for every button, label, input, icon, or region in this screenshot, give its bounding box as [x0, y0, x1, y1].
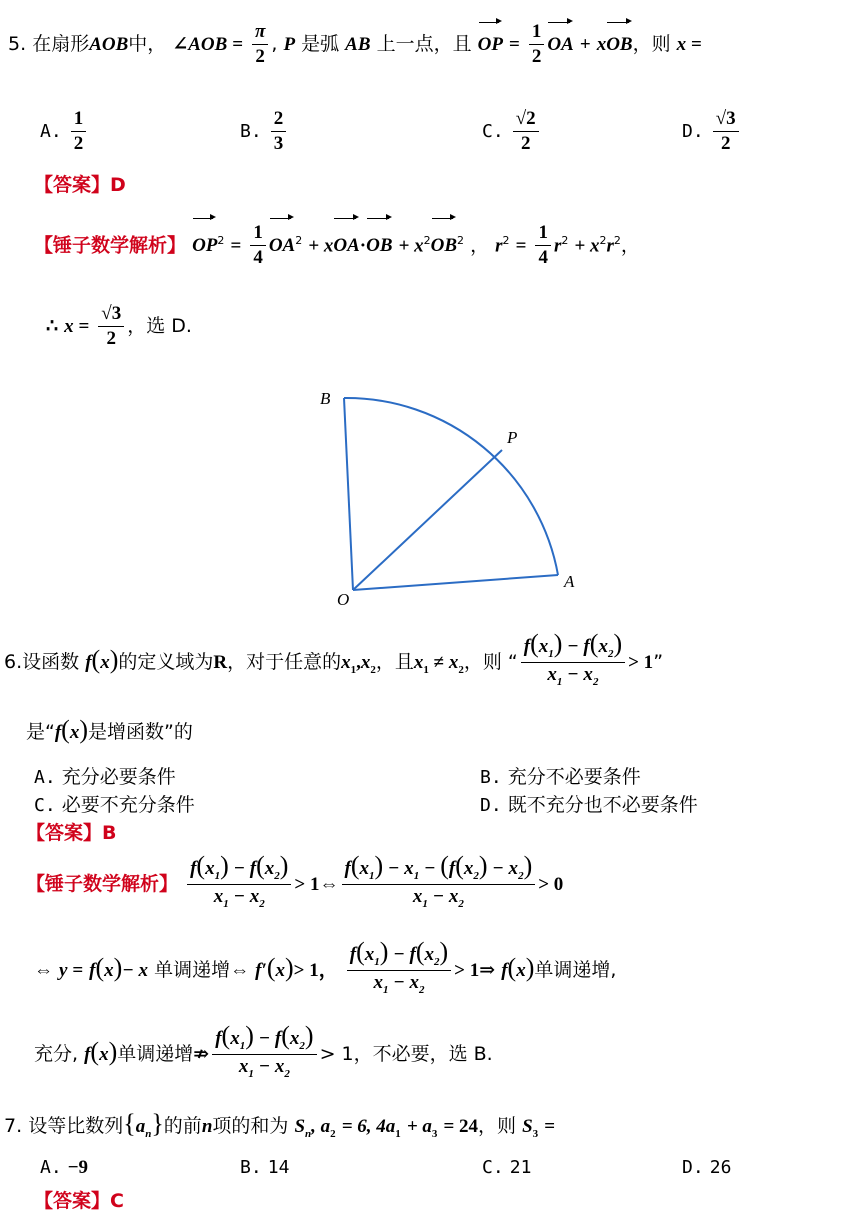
plus-x: + x: [308, 235, 334, 257]
frac-num: 1: [250, 223, 266, 246]
q6-analysis-line2: [34, 936, 617, 1001]
sq: 2: [613, 234, 621, 247]
option-text: 充分必要条件: [61, 766, 176, 788]
q7-stem: [4, 1108, 555, 1152]
q5-pi-over-2: [252, 22, 268, 67]
sq: 2: [423, 234, 431, 247]
sub: 1: [350, 663, 357, 676]
option-frac: [71, 109, 87, 154]
r: r: [553, 235, 562, 257]
q7-number: 7.: [4, 1115, 23, 1137]
paren: ): [79, 715, 89, 744]
q7-text: 项的和为: [212, 1115, 289, 1137]
eq: =: [544, 1116, 556, 1137]
option-text: 充分不必要条件: [507, 766, 641, 788]
sq: 2: [457, 234, 465, 247]
option-frac: [513, 109, 539, 154]
neq: ≠: [428, 652, 449, 673]
diff-quotient: [347, 936, 451, 997]
analysis-label: 【锤子数学解析】: [34, 234, 187, 257]
option-text: 14: [267, 1157, 290, 1178]
frac-num: √2: [513, 109, 539, 132]
option-frac: [713, 109, 739, 154]
a: a: [135, 1116, 146, 1137]
q6-option-d[interactable]: [480, 790, 698, 817]
real-set: R: [213, 652, 228, 673]
q7-text: ，则: [478, 1115, 517, 1137]
paren: (: [91, 645, 101, 674]
segment-oa: [353, 575, 558, 590]
x-eq: x =: [64, 316, 90, 337]
q7-answer: 【答案】C: [34, 1190, 124, 1212]
q5-ab: AB: [345, 33, 371, 55]
f: f: [85, 652, 92, 673]
analysis-label: 【锤子数学解析】: [26, 873, 179, 895]
q6-analysis-line3: [34, 1020, 493, 1085]
frac-den: $x_1 - x_2$: [238, 1056, 290, 1080]
diff-quotient: [187, 850, 291, 911]
x: x: [341, 652, 351, 673]
q5-text: ，则: [632, 32, 671, 55]
vector-oa: OA: [269, 221, 295, 271]
q6-stem: [4, 628, 664, 698]
q5-angle: ∠AOB =: [172, 33, 243, 55]
option-label: D.: [682, 1157, 704, 1178]
q7-text: 的前: [163, 1115, 202, 1137]
eq: =: [515, 235, 527, 257]
sqrt3-over-2: [98, 304, 124, 349]
mono-text: 单调递增,: [534, 959, 617, 981]
frac-den: 2: [106, 328, 116, 349]
q5-option-b[interactable]: [240, 106, 289, 157]
x: x: [360, 652, 371, 673]
frac-num: $f(x_1) - f(x_2)$: [187, 859, 291, 885]
label-o: O: [337, 590, 350, 609]
q5-text: 是弧: [301, 32, 340, 55]
q6-text: 是增函数”的: [88, 721, 193, 743]
option-text: 21: [509, 1157, 532, 1178]
y-eq: y =: [59, 960, 84, 981]
frac-num: √3: [713, 109, 739, 132]
cond: + a: [406, 1116, 432, 1137]
sector-diagram: [300, 380, 600, 610]
r: r: [606, 235, 614, 257]
gt1: > 1: [294, 874, 320, 895]
sq: 2: [217, 234, 225, 247]
q5-option-a[interactable]: [40, 106, 89, 157]
dot: ·: [359, 235, 367, 257]
sq: 2: [502, 234, 510, 247]
paren: (: [95, 953, 105, 982]
frac-den: $x_1 - x_2$: [373, 972, 425, 996]
q5-eq: =: [509, 33, 520, 55]
sub: 3: [431, 1127, 438, 1140]
brace: {: [123, 1109, 136, 1138]
option-label: D.: [682, 121, 704, 142]
quote: ”: [653, 651, 664, 673]
sub: 2: [370, 663, 376, 676]
frac-num: $f(x_1) - f(x_2)$: [212, 1029, 316, 1055]
frac-den: $x_1 - x_2$: [213, 886, 265, 910]
x: x: [69, 722, 80, 743]
option-text: −9: [67, 1157, 89, 1178]
a: , a: [311, 1116, 331, 1137]
q6-text: 是“: [26, 721, 55, 743]
paren: ): [525, 953, 535, 982]
f: f: [501, 960, 508, 981]
quarter: [250, 223, 266, 268]
sub-n: n: [145, 1127, 152, 1140]
q5-text: 在扇形: [32, 32, 90, 55]
n: n: [201, 1116, 213, 1137]
x: x: [413, 652, 424, 673]
sub: 1: [395, 1127, 401, 1140]
q6-option-c[interactable]: [34, 790, 195, 817]
q7-option-c[interactable]: [482, 1156, 531, 1178]
segment-op: [353, 450, 502, 590]
frac-den: 2: [520, 133, 531, 154]
option-label: C.: [482, 121, 504, 142]
sub: 2: [458, 663, 464, 676]
q5-option-d[interactable]: [682, 106, 742, 157]
f-prime: f′: [255, 960, 267, 981]
f: f: [54, 722, 62, 743]
mono-text: 单调递增: [154, 959, 231, 981]
option-label: B.: [480, 767, 502, 788]
vector-oa: OA: [333, 221, 359, 271]
q7-text: 设等比数列: [28, 1115, 124, 1137]
option-text: 26: [709, 1157, 732, 1178]
frac-num: $f(x_1) - f(x_2)$: [347, 945, 451, 971]
q6-text: ，对于任意的: [227, 651, 342, 673]
comma: ，: [620, 234, 640, 257]
frac-den: $x_1 - x_2$: [412, 886, 464, 910]
q5-aob: AOB: [89, 33, 129, 55]
q5-stem: [8, 22, 702, 67]
implies: ⇒: [479, 960, 496, 981]
paren: (: [61, 715, 70, 744]
x: x: [516, 960, 526, 981]
q6-analysis-line1: [26, 850, 564, 913]
option-label: A.: [40, 121, 62, 142]
comma: ,: [356, 652, 361, 673]
paren: ): [108, 1037, 118, 1066]
plus-x: + x: [574, 235, 600, 257]
label-b: B: [320, 389, 331, 408]
option-text: 必要不充分条件: [61, 794, 195, 816]
gt1: > 1: [628, 652, 654, 673]
option-label: A.: [40, 1157, 62, 1178]
label-p: P: [507, 428, 518, 447]
option-label: D.: [480, 795, 502, 816]
x: x: [100, 652, 110, 673]
f: f: [89, 960, 96, 981]
arc-ab: [344, 398, 558, 575]
paren: (: [90, 1037, 100, 1066]
q7-option-d[interactable]: [682, 1156, 731, 1178]
frac-num: 1: [535, 223, 551, 246]
diff-quotient: [521, 628, 625, 689]
q6-stem-line2: [26, 712, 193, 753]
q5-analysis: [34, 216, 640, 271]
option-label: A.: [34, 767, 56, 788]
frac-den: 4: [538, 247, 548, 269]
q7-option-b[interactable]: [240, 1156, 289, 1178]
sub-n: n: [305, 1127, 312, 1140]
option-label: C.: [482, 1157, 504, 1178]
x: x: [104, 960, 114, 981]
therefore: ∴: [46, 316, 59, 337]
not-implies: ⇏: [193, 1044, 210, 1065]
q5-answer: 【答案】D: [34, 174, 126, 196]
q6-answer: 【答案】B: [26, 822, 117, 844]
cond: = 6, 4a: [341, 1116, 396, 1137]
frac-den: 2: [531, 45, 542, 67]
sub: 2: [330, 1127, 336, 1140]
q5-plus: +: [579, 33, 591, 55]
vector-ob: OB: [431, 221, 457, 271]
suff-text: 充分,: [34, 1043, 79, 1065]
option-label: B.: [240, 121, 262, 142]
x: x: [275, 960, 285, 981]
q6-text: 的定义域为: [118, 651, 214, 673]
gt0: > 0: [538, 874, 564, 895]
mono-text: 单调递增: [117, 1043, 194, 1065]
diff-quotient: [212, 1020, 316, 1081]
sub: 1: [423, 663, 429, 676]
paren: ): [109, 645, 119, 674]
x: x: [448, 652, 459, 673]
comma: ，: [470, 234, 490, 257]
q7-option-a[interactable]: [40, 1156, 88, 1179]
q6-number: 6.: [4, 651, 23, 673]
paren: ): [285, 953, 294, 982]
r: r: [495, 235, 503, 257]
frac-num: 1: [529, 22, 545, 45]
frac-den: 2: [73, 133, 84, 154]
frac-num: $f(x_1) - x_1 - (f(x_2) - x_2)$: [342, 859, 536, 885]
sub: 3: [532, 1127, 539, 1140]
brace: }: [151, 1109, 164, 1138]
x: x: [99, 1044, 109, 1065]
cond: = 24: [443, 1116, 479, 1137]
conclusion-text: ，选 D.: [127, 315, 192, 337]
iff: ⇔: [319, 874, 339, 895]
q5-option-c[interactable]: [482, 106, 542, 157]
q5-xeq: x =: [676, 33, 702, 55]
frac-den: 2: [720, 133, 731, 154]
q6-text: ，且: [375, 651, 414, 673]
q6-text: 设函数: [22, 651, 80, 673]
iff: ⇔: [34, 960, 53, 981]
sq: 2: [561, 234, 569, 247]
q5-text: 中，: [128, 32, 167, 55]
vector-ob: OB: [606, 25, 632, 65]
frac-den: 4: [253, 247, 263, 269]
sq: 2: [295, 234, 303, 247]
frac-num: 1: [71, 109, 87, 132]
paren: (: [266, 953, 276, 982]
frac-den: $x_1 - x_2$: [547, 664, 599, 688]
label-a: A: [564, 572, 575, 591]
segment-ob: [344, 398, 353, 590]
frac-den: 3: [273, 133, 284, 154]
conclusion-text: > 1，不必要，选 B.: [319, 1043, 493, 1065]
q6-option-b[interactable]: [480, 762, 641, 789]
q5-p: P: [283, 33, 296, 55]
q5-x: x: [596, 33, 607, 55]
q5-half: [529, 22, 545, 67]
vector-op: OP: [478, 25, 503, 65]
option-label: B.: [240, 1157, 262, 1178]
q5-number: 5.: [8, 32, 27, 55]
f: f: [84, 1044, 91, 1065]
gt1: > 1: [454, 960, 480, 981]
minus-x: − x: [122, 960, 149, 981]
paren: (: [507, 953, 517, 982]
frac-num: $f(x_1) - f(x_2)$: [521, 637, 625, 663]
q5-text: 上一点，且: [376, 32, 472, 55]
shifted-quotient: [342, 850, 536, 911]
paren: ): [113, 953, 123, 982]
q6-option-a[interactable]: [34, 762, 176, 789]
vector-op: OP: [192, 221, 217, 271]
vector-ob: OB: [366, 221, 392, 271]
frac-num: π: [252, 22, 268, 45]
q5-comma: ,: [271, 32, 278, 55]
frac-num: 2: [271, 109, 287, 132]
frac-num: √3: [98, 304, 124, 327]
gt1: > 1，: [293, 960, 338, 981]
s: S: [294, 1116, 306, 1137]
plus-x: + x: [398, 235, 424, 257]
vector-oa: OA: [547, 25, 573, 65]
quarter: [535, 223, 551, 268]
option-label: C.: [34, 795, 56, 816]
q6-text: ，则: [463, 651, 502, 673]
eq: =: [230, 235, 242, 257]
option-text: 既不充分也不必要条件: [507, 794, 698, 816]
quote: “: [507, 651, 518, 673]
option-frac: [271, 109, 287, 154]
iff: ⇔: [230, 960, 250, 981]
frac-den: 2: [255, 45, 265, 67]
s: S: [522, 1116, 533, 1137]
sq: 2: [599, 234, 607, 247]
q5-conclusion: [46, 298, 192, 355]
